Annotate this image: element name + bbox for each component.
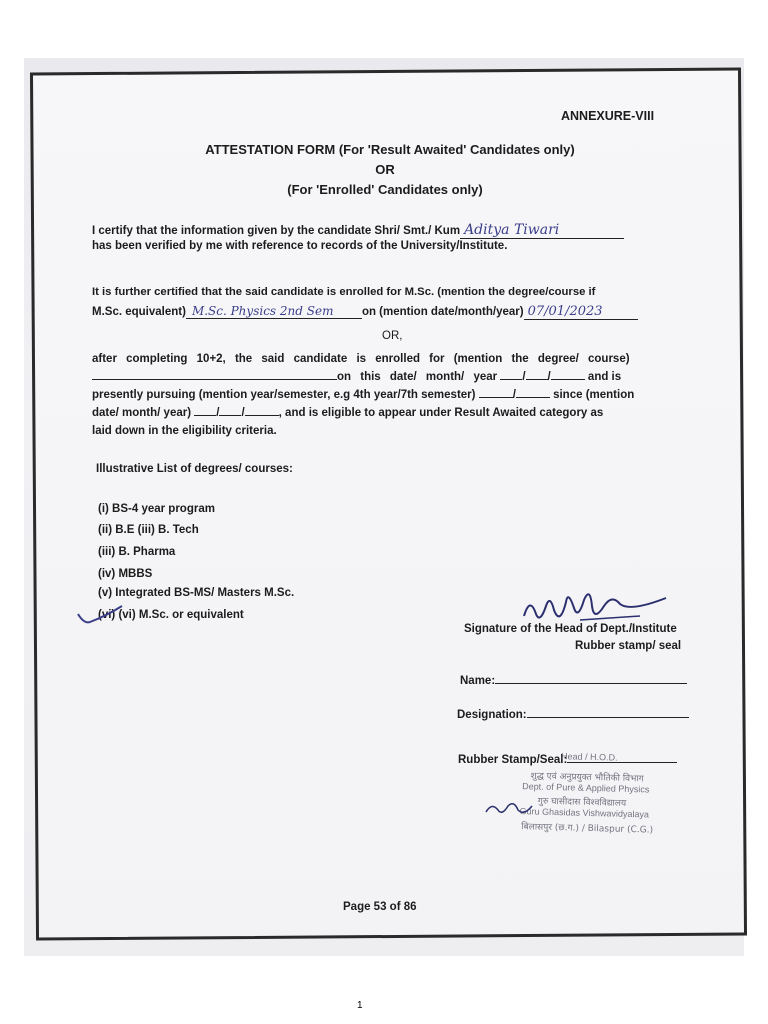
since-year-blank[interactable] — [245, 415, 279, 416]
since-month-blank[interactable] — [219, 415, 241, 416]
name-field-row — [460, 675, 687, 687]
signature-label: Signature of the Head of Dept./Institute — [464, 623, 677, 635]
certify-line-1 — [92, 222, 624, 239]
stamp-line: Dept. of Pure & Applied Physics — [522, 781, 650, 795]
further-line-1: It is further certified that the said candidate is enrolled for M.Sc. (mention the degree/course if — [92, 286, 596, 298]
stamp-line: शुद्ध एवं अनुप्रयुक्त भौतिकी विभाग — [530, 771, 644, 785]
since-day-blank[interactable] — [194, 415, 216, 416]
stamp-line: बिलासपुर (छ.ग.) / Bilaspur (C.G.) — [521, 822, 654, 836]
certify-line-2: has been verified by me with reference to records of the University/Institute. — [92, 240, 508, 252]
stamp-label: Rubber Stamp/Seal: — [458, 754, 568, 766]
after-text-3b: since (mention — [553, 389, 635, 401]
rubber-stamp-label: Rubber stamp/ seal — [575, 640, 682, 652]
designation-blank[interactable] — [527, 717, 689, 718]
list-item: (v) Integrated BS-MS/ Masters M.Sc. — [98, 587, 295, 599]
year-semester-blank[interactable] — [479, 397, 513, 398]
after-text-3a: presently pursuing (mention year/semester, e.g 4th year/7th semester) — [92, 389, 476, 401]
after-line-1: after completing 10+2, the said candidate is enrolled for (mention the degree/ course) — [92, 353, 630, 365]
after-line-3: presently pursuing (mention year/semester, e.g 4th year/7th semester) / since (mention — [92, 389, 635, 401]
stamp-line: Head / H.O.D. — [560, 751, 618, 763]
bottom-page-index: 1 — [357, 1000, 363, 1011]
after-text-2a: on this date/ month/ year — [337, 371, 498, 383]
list-item: (ii) B.E (iii) B. Tech — [98, 524, 199, 536]
list-item: (iv) MBBS — [98, 568, 153, 580]
rubber-stamp — [481, 749, 703, 845]
after-text-2b: and is — [587, 371, 622, 383]
stamp-line: गुरु घासीदास विश्वविद्यालय — [537, 796, 627, 809]
form-subtitle: (For 'Enrolled' Candidates only) — [287, 182, 483, 197]
further-line-2 — [92, 304, 638, 320]
illustrative-heading: Illustrative List of degrees/ courses: — [96, 463, 293, 475]
certify-text: I certify that the information given by the candidate Shri/ Smt./ Kum — [92, 225, 461, 237]
after-text-4a: date/ month/ year) — [92, 407, 192, 419]
designation-field-row — [457, 709, 689, 721]
enrolment-date-field[interactable]: 07/01/2023 — [524, 304, 638, 320]
further-text-b: on (mention date/month/year) — [361, 306, 524, 318]
year-blank[interactable] — [551, 379, 585, 380]
after-line-2: on this date/ month/ year / / and is — [92, 371, 621, 383]
form-title-or: OR — [375, 162, 395, 177]
list-item: (iii) B. Pharma — [98, 546, 176, 558]
semester-blank[interactable] — [516, 397, 550, 398]
after-line-5: laid down in the eligibility criteria. — [92, 425, 277, 437]
name-blank[interactable] — [495, 683, 687, 684]
stamp-line: Guru Ghasidas Vishwavidyalaya — [519, 806, 650, 820]
initials-icon — [484, 798, 534, 820]
list-item: (vi) (vi) M.Sc. or equivalent — [98, 609, 244, 621]
course-blank[interactable] — [92, 379, 337, 380]
list-item: (i) BS-4 year program — [98, 503, 215, 515]
annexure-label: ANNEXURE-VIII — [561, 109, 655, 123]
further-text-a: M.Sc. equivalent) — [92, 306, 186, 318]
or-separator: OR, — [382, 330, 403, 342]
after-line-4: date/ month/ year) / / , and is eligible to appear under Result Awaited category as — [92, 407, 604, 419]
name-label: Name: — [460, 675, 496, 687]
day-blank[interactable] — [500, 379, 522, 380]
course-field[interactable]: M.Sc. Physics 2nd Sem — [186, 304, 362, 319]
candidate-name-field[interactable]: Aditya Tiwari — [460, 222, 624, 239]
page-number: Page 53 of 86 — [343, 901, 417, 913]
designation-label: Designation: — [457, 709, 527, 721]
form-title: ATTESTATION FORM (For 'Result Awaited' Candidates only) — [205, 142, 575, 157]
month-blank[interactable] — [526, 379, 548, 380]
after-text-4b: , and is eligible to appear under Result Awaited category as — [278, 407, 604, 419]
tick-mark-icon — [76, 604, 126, 628]
